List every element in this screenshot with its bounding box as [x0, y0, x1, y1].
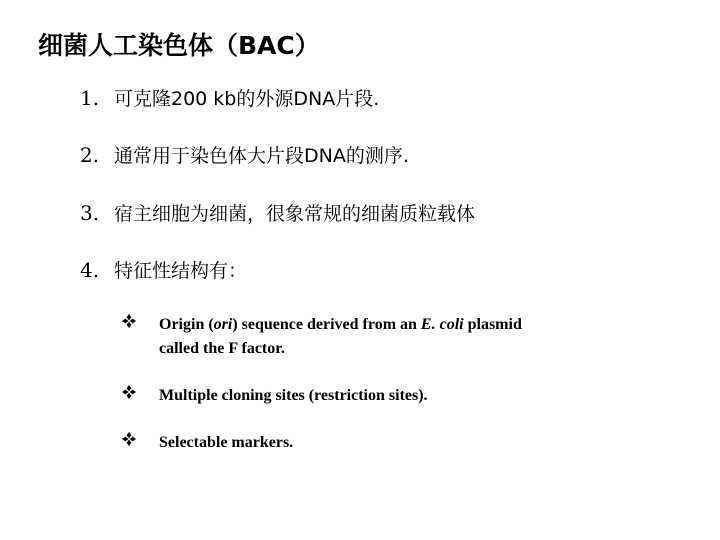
- diamond-bullet-icon: [122, 432, 136, 446]
- list-item-4: [80, 256, 247, 283]
- item-text: 可克隆200 kb的外源DNA片段.: [114, 88, 380, 110]
- diamond-bullet-icon: [122, 314, 136, 328]
- item-text: 宿主细胞为细菌，很象常规的细菌质粒载体: [114, 203, 476, 225]
- item-number: 2.: [80, 143, 100, 167]
- slide-title: 细菌人工染色体（BAC）: [38, 31, 320, 60]
- item-text: 特征性结构有：: [114, 260, 248, 282]
- text-run-italic: ori: [213, 316, 233, 333]
- diamond-bullet-icon: [122, 385, 136, 399]
- text-run: ) sequence derived from an: [232, 316, 421, 333]
- item-number: 4.: [80, 258, 100, 282]
- item-number: 1.: [80, 86, 100, 110]
- sub-item-text: Multiple cloning sites (restriction sites).: [159, 387, 428, 404]
- list-item-1: [80, 84, 379, 111]
- list-item-2: [80, 141, 409, 168]
- text-run: plasmid: [463, 316, 522, 333]
- sub-item-text: Selectable markers.: [159, 434, 294, 451]
- text-run: called the F factor.: [159, 340, 285, 357]
- text-run: Origin (: [159, 316, 214, 333]
- item-text: 通常用于染色体大片段DNA的测序.: [114, 145, 409, 167]
- item-number: 3.: [80, 201, 100, 225]
- list-item-3: [80, 199, 475, 226]
- text-run-italic: E. coli: [420, 316, 464, 333]
- sub-item-text: [159, 313, 522, 361]
